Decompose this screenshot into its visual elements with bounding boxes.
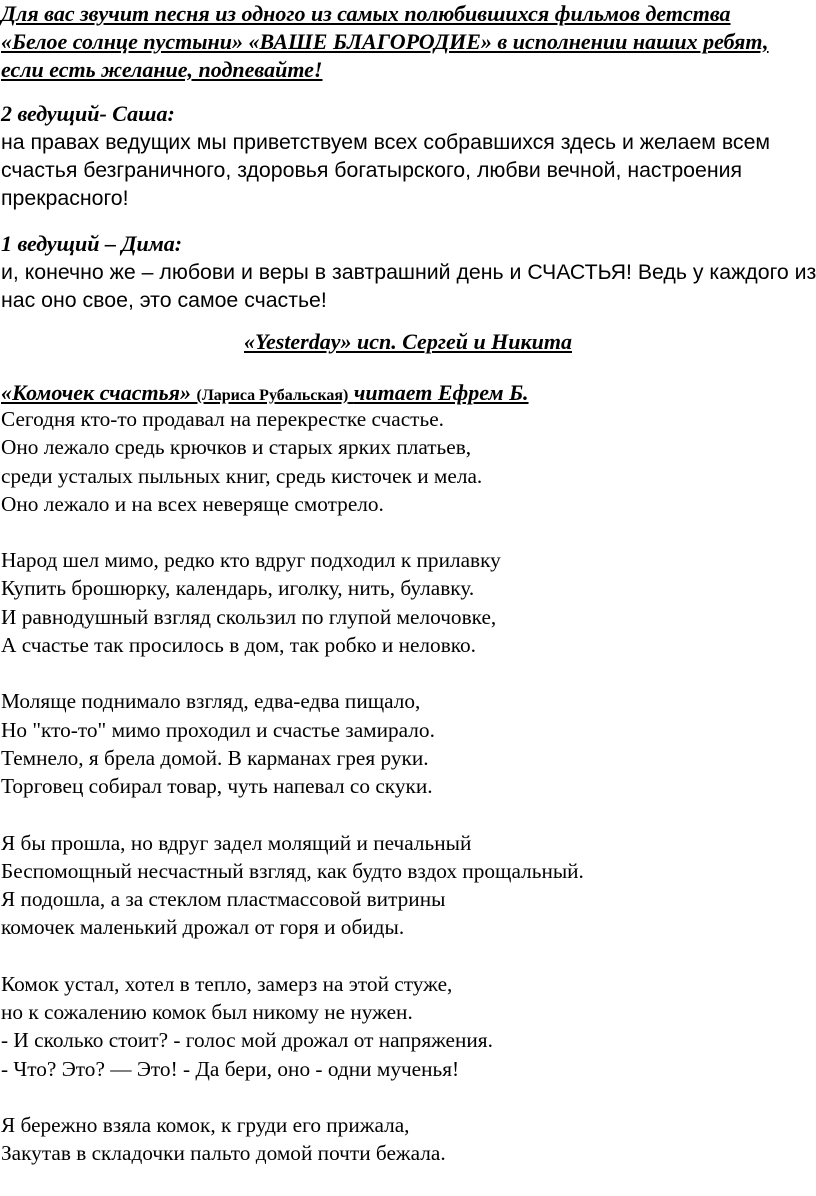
speech-line: счастья безграничного, здоровья богатырского, любви вечной, настроения — [1, 158, 743, 182]
poem-line: Народ шел мимо, редко кто вдруг подходил к прилавку — [1, 548, 501, 573]
song-title: «Yesterday» исп. Сергей и Никита — [243, 329, 573, 354]
poem-line: Беспомощный несчастный взгляд, как будто вздох прощальный. — [1, 858, 584, 883]
poem-line: Торговец собирал товар, чуть напевал со скуки. — [1, 774, 433, 799]
poem-line: Закутав в складочки пальто домой почти бежала. — [1, 1141, 446, 1166]
poem-stanza — [1, 970, 584, 1083]
poem-body — [1, 405, 584, 1196]
poem-line: но к сожалению комок был никому не нужен. — [1, 1000, 413, 1025]
poem-stanza — [1, 405, 584, 518]
poem-line: Но "кто-то" мимо проходил и счастье замирало. — [1, 717, 435, 742]
poem-line: А счастье так просилось в дом, так робко и неловко. — [1, 633, 476, 658]
poem-stanza — [1, 1111, 584, 1168]
poem-line: среди усталых пыльных книг, средь кисточек и мела. — [1, 463, 483, 488]
poem-reader: читает Ефрем Б. — [353, 380, 529, 405]
poem-stanza — [1, 829, 584, 942]
poem-line: Я подошла, а за стеклом пластмассовой витрины — [1, 887, 446, 912]
intro-line: «Белое солнце пустыни» «ВАШЕ БЛАГОРОДИЕ» в исполнении наших ребят, — [1, 29, 769, 54]
poem-line: Я бережно взяла комок, к груди его прижала, — [1, 1112, 410, 1137]
poem-stanza — [1, 687, 584, 800]
poem-line: - Что? Это? — Это! - Да бери, оно - одни мученья! — [1, 1056, 460, 1081]
speech-line: прекрасного! — [1, 186, 129, 210]
poem-author: (Лариса Рубальская) — [196, 387, 349, 404]
poem-stanza — [1, 546, 584, 659]
poem-line: комочек маленький дрожал от горя и обиды. — [1, 915, 405, 940]
poem-line: Я бы прошла, но вдруг задел молящий и печальный — [1, 830, 472, 855]
poem-line: Сегодня кто-то продавал на перекрестке счастье. — [1, 407, 444, 431]
poem-line: Комок устал, хотел в тепло, замерз на этой стуже, — [1, 971, 453, 996]
host2-speech — [1, 128, 813, 212]
intro-announcement — [1, 0, 813, 84]
poem-line: Оно лежало средь крючков и старых ярких платьев, — [1, 435, 472, 460]
intro-line: если есть желание, подпевайте! — [1, 57, 323, 82]
speech-line: нас оно свое, это самое счастье! — [1, 288, 327, 312]
host2-heading: 2 ведущий- Саша: — [1, 101, 175, 126]
poem-line: И равнодушный взгляд скользил по глупой мелочовке, — [1, 604, 497, 629]
poem-line: Моляще поднимало взгляд, едва-едва пищало, — [1, 689, 421, 714]
poem-line: - И сколько стоит? - голос мой дрожал от напряжения. — [1, 1028, 493, 1053]
host1-heading: 1 ведущий – Дима: — [1, 231, 183, 256]
poem-title: «Комочек счастья» — [1, 380, 191, 405]
host1-speech — [1, 258, 816, 314]
intro-line: Для вас звучит песня из одного из самых полюбившихся фильмов детства — [1, 1, 731, 26]
poem-line: Оно лежало и на всех неверяще смотрело. — [1, 491, 384, 516]
poem-line: Темнело, я брела домой. В карманах грея руки. — [1, 745, 429, 770]
speech-line: на правах ведущих мы приветствуем всех собравшихся здесь и желаем всем — [1, 130, 771, 154]
speech-line: и, конечно же – любови и веры в завтрашний день и СЧАСТЬЯ! Ведь у каждого из — [1, 260, 816, 284]
poem-line: Купить брошюрку, календарь, иголку, нить, булавку. — [1, 576, 475, 601]
